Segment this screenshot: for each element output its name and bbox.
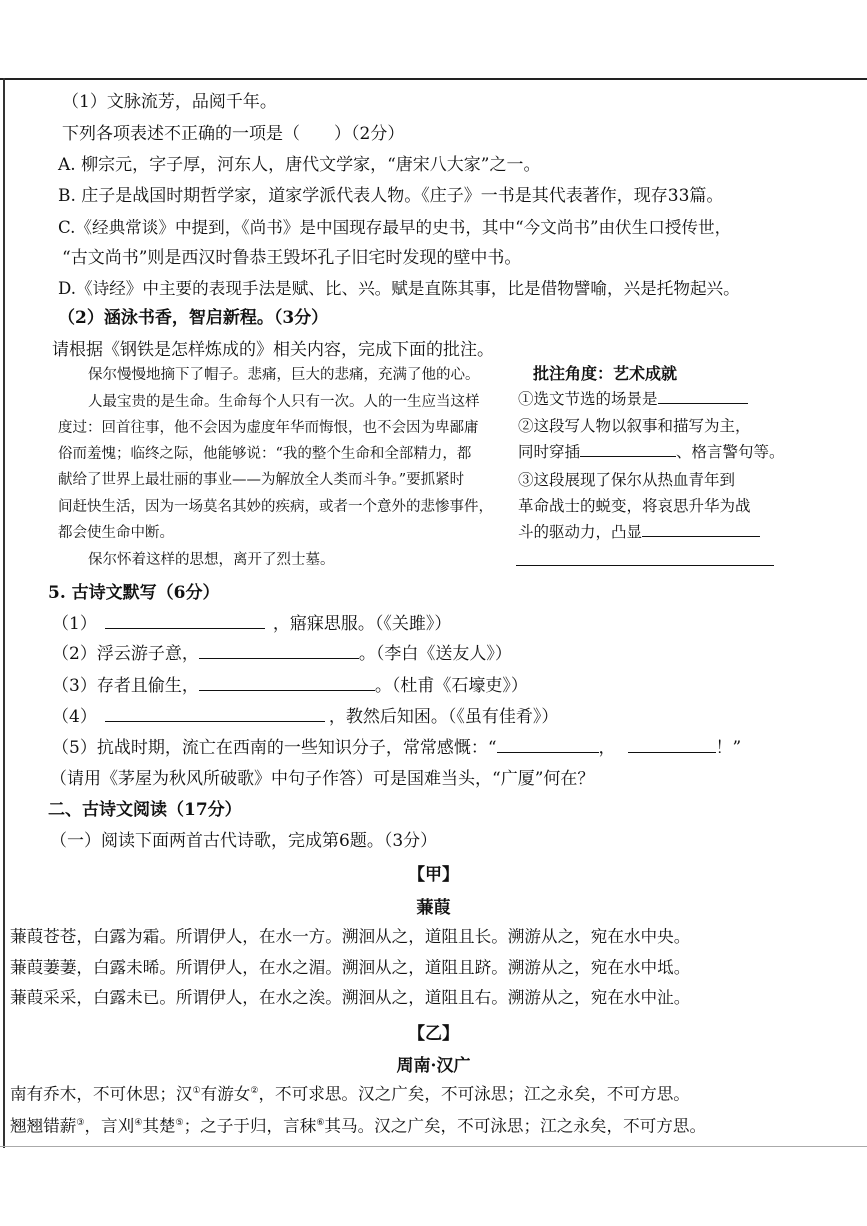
poem-yi-line1: 南有乔木，不可休思；汉①有游女②，不可求思。汉之广矣，不可泳思；江之永矣，不可方思。 [10, 1084, 690, 1104]
excerpt-line: 俗而羞愧；临终之际，他能够说：“我的整个生命和全部精力，都 [58, 446, 472, 462]
excerpt-line: 保尔慢慢地摘下了帽子。悲痛，巨大的悲痛，充满了他的心。 [88, 367, 480, 383]
q5-line2: （2）浮云游子意， 。（李白《送友人》） [52, 644, 512, 664]
poem-jia-line: 蒹葭萋萋，白露未晞。所谓伊人，在水之湄。溯洄从之，道阻且跻。溯游从之，宛在水中坻。 [10, 958, 691, 977]
excerpt-line: 人最宝贵的是生命。生命每个人只有一次。人的一生应当这样 [88, 394, 480, 410]
annotation-item2a: ②这段写人物以叙事和描写为主， [518, 417, 751, 435]
q4-sub1-stem: 下列各项表述不正确的一项是（ ）（2分） [62, 124, 405, 144]
poem-jia-label: 【甲】 [408, 865, 459, 885]
annotation-item1: ①选文节选的场景是 [518, 389, 748, 409]
bottom-border [0, 1146, 867, 1147]
section2-title: 二、古诗文阅读（17分） [48, 800, 242, 820]
poem-jia-line: 蒹葭苍苍，白露为霜。所谓伊人，在水一方。溯洄从之，道阻且长。溯游从之，宛在水中央。 [10, 927, 691, 946]
annotation-answer-line[interactable] [516, 565, 774, 566]
excerpt-line: 间赶快生活，因为一场莫名其妙的疾病，或者一个意外的悲惨事件， [58, 499, 493, 515]
answer-blank[interactable] [497, 738, 599, 753]
q4-sub2-title: （2）涵泳书香，智启新程。（3分） [58, 308, 329, 328]
annotation-item3b: 革命战士的蜕变，将哀思升华为战 [518, 497, 751, 515]
answer-blank[interactable] [199, 676, 375, 691]
option-b: B. 庄子是战国时期哲学家，道家学派代表人物。《庄子》一书是其代表著作，现存33篇。 [58, 186, 724, 206]
poem-yi-line2: 翘翘错薪③，言刈④其楚⑤；之子于归，言秣⑥其马。汉之广矣，不可泳思；江之永矣，不可方思。 [10, 1116, 707, 1136]
excerpt-line: 都会使生命中断。 [58, 525, 174, 541]
q4-sub2-stem: 请根据《钢铁是怎样炼成的》相关内容，完成下面的批注。 [52, 340, 494, 360]
annotation-item3a: ③这段展现了保尔从热血青年到 [518, 471, 736, 489]
option-c-line2: “古文尚书”则是西汉时鲁恭王毁坏孔子旧宅时发现的壁中书。 [62, 248, 522, 268]
excerpt-line: 献给了世界上最壮丽的事业——为解放全人类而斗争。”要抓紧时 [58, 472, 465, 488]
answer-blank[interactable] [199, 644, 359, 659]
annotation-title: 批注角度：艺术成就 [533, 364, 678, 383]
answer-blank[interactable] [105, 614, 265, 629]
answer-blank[interactable] [658, 389, 748, 404]
poem-jia-title: 蒹葭 [416, 898, 451, 918]
option-a: A. 柳宗元，字子厚，河东人，唐代文学家，“唐宋八大家”之一。 [58, 155, 541, 175]
q5-title: 5. 古诗文默写（6分） [48, 583, 220, 603]
q5-line5-note: （请用《茅屋为秋风所破歌》中句子作答）可是国难当头，“广厦”何在？ [50, 769, 595, 789]
option-c-line1: C.《经典常谈》中提到，《尚书》是中国现存最早的史书，其中“今文尚书”由伏生口授传世， [58, 218, 732, 237]
answer-blank[interactable] [580, 442, 676, 457]
left-border [3, 78, 5, 1148]
q4-sub1-title: （1）文脉流芳，品阅千年。 [62, 92, 277, 112]
excerpt-line: 度过：回首往事，他不会因为虚度年华而悔恨，也不会因为卑鄙庸 [58, 420, 479, 436]
q5-line1: （1） ，寤寐思服。（《关雎》） [52, 614, 452, 634]
annotation-item2b: 同时穿插 、格言警句等。 [518, 443, 785, 461]
q5-line4: （4） ，教然后知困。（《虽有佳肴》） [52, 707, 559, 727]
answer-blank[interactable] [642, 522, 760, 537]
answer-blank[interactable] [105, 707, 325, 722]
poem-jia-line: 蒹葭采采，白露未已。所谓伊人，在水之涘。溯洄从之，道阻且右。溯游从之，宛在水中沚。 [10, 988, 691, 1007]
annotation-item3c: 斗的驱动力，凸显 [518, 522, 760, 542]
poem-yi-label: 【乙】 [408, 1024, 459, 1044]
option-d: D.《诗经》中主要的表现手法是赋、比、兴。赋是直陈其事，比是借物譬喻，兴是托物起兴。 [58, 279, 740, 298]
top-border [0, 78, 867, 80]
section2-sub1: （一）阅读下面两首古代诗歌，完成第6题。（3分） [50, 831, 438, 851]
excerpt-line: 保尔怀着这样的思想，离开了烈士墓。 [88, 552, 335, 568]
answer-blank[interactable] [628, 738, 716, 753]
q5-line3: （3）存者且偷生， 。（杜甫《石壕吏》） [52, 676, 528, 696]
poem-yi-title: 周南·汉广 [396, 1056, 471, 1076]
q5-line5: （5）抗战时期，流亡在西南的一些知识分子，常常感慨：“ ， ！” [52, 738, 742, 758]
